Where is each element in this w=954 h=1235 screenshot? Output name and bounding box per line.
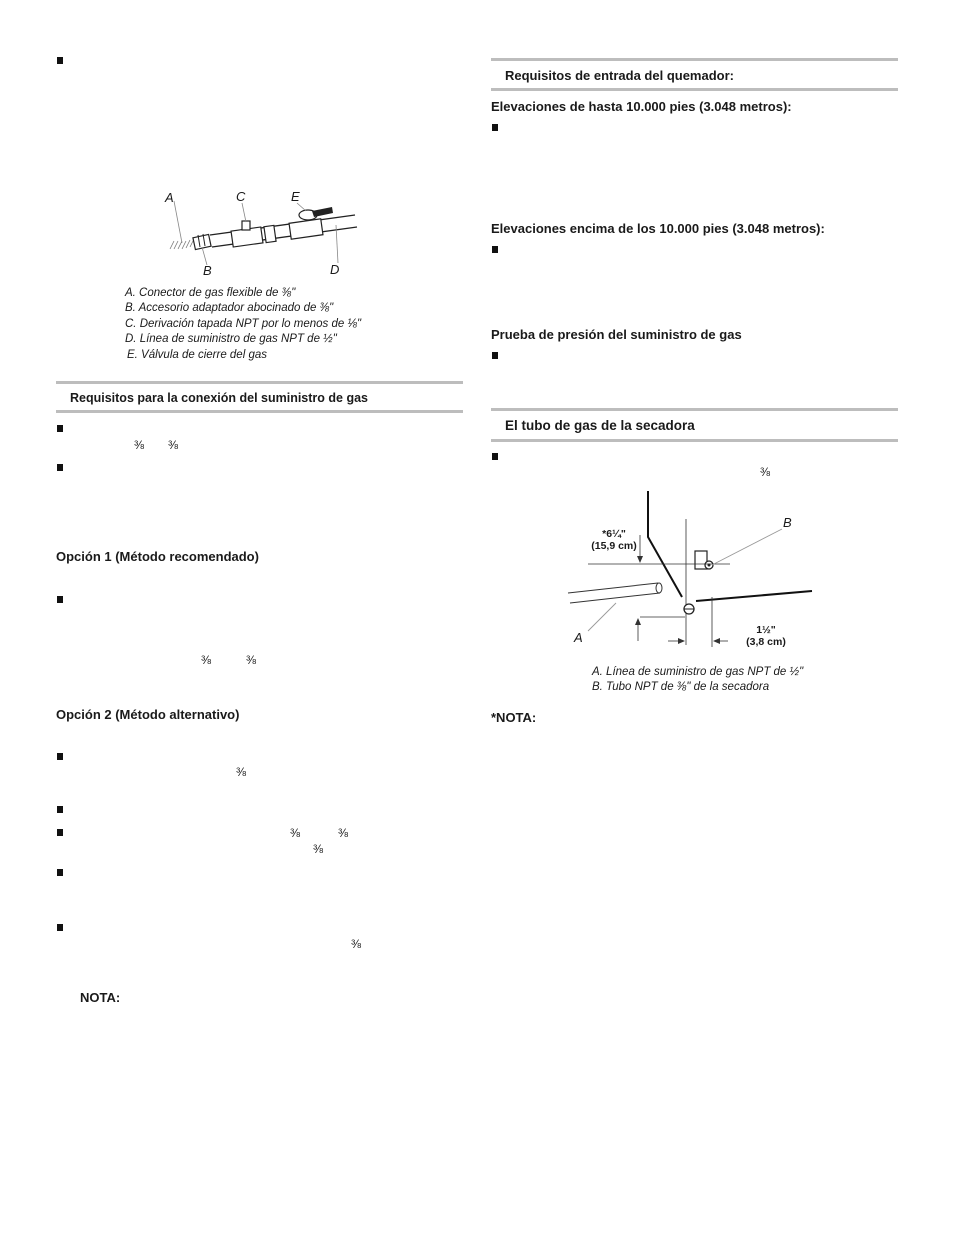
fig1-label-b: B [203, 263, 212, 278]
section-header-gas-connection [56, 381, 463, 413]
fig1-label-d: D [330, 262, 340, 277]
fig1-caption-a: A. Conector de gas flexible de ⅜" [125, 287, 296, 299]
elevation-low-heading: Elevaciones de hasta 10.000 pies (3.048 metros): [491, 99, 792, 114]
fraction: ⅜ [236, 765, 247, 779]
bullet [492, 352, 498, 359]
option2-heading: Opción 2 (Método alternativo) [56, 707, 240, 722]
fraction: ⅜ [290, 826, 301, 840]
bullet [492, 246, 498, 253]
fig2-caption-a: A. Línea de suministro de gas NPT de ½" [592, 666, 804, 678]
bullet [57, 464, 63, 471]
fig2-caption-b: B. Tubo NPT de ⅜" de la secadora [592, 681, 770, 693]
bullet [57, 806, 63, 813]
bullet [57, 829, 63, 836]
fig1-caption-b: B. Accesorio adaptador abocinado de ⅜" [125, 302, 334, 314]
fraction: ⅜ [201, 653, 212, 667]
fig2-label-b: B [783, 515, 792, 530]
fraction: ⅜ [338, 826, 349, 840]
bullet [57, 596, 63, 603]
section-header-burner [491, 58, 898, 91]
bullet [492, 453, 498, 460]
nota-label: *NOTA: [491, 710, 537, 725]
fraction: ⅜ [313, 842, 324, 856]
fraction: ⅜ [760, 465, 771, 479]
dimension-offset: 1½" (3,8 cm) [746, 624, 786, 648]
section-header-dryer-pipe [491, 408, 898, 442]
bullet [57, 869, 63, 876]
bullet [57, 425, 63, 432]
fraction: ⅜ [351, 937, 362, 951]
fraction: ⅜ [168, 438, 179, 452]
bullet [57, 57, 63, 64]
fig1-label-c: C [236, 189, 246, 204]
nota-label: NOTA: [80, 990, 121, 1005]
section-title: Requisitos de entrada del quemador: [505, 68, 734, 83]
option1-heading: Opción 1 (Método recomendado) [56, 549, 259, 564]
pressure-test-heading: Prueba de presión del suministro de gas [491, 327, 742, 342]
fig2-label-a: A [574, 630, 583, 645]
fig1-caption-c: C. Derivación tapada NPT por lo menos de ⅛" [125, 318, 362, 330]
section-title: Requisitos para la conexión del suministro de gas [70, 391, 368, 405]
dimension-height: *6¼" (15,9 cm) [591, 528, 637, 552]
elevation-high-heading: Elevaciones encima de los 10.000 pies (3.048 metros): [491, 221, 825, 236]
fraction: ⅜ [134, 438, 145, 452]
fig1-caption-d: D. Línea de suministro de gas NPT de ½" [125, 333, 337, 345]
section-title: El tubo de gas de la secadora [505, 418, 695, 433]
bullet [492, 124, 498, 131]
fig1-label-a: A [165, 190, 174, 205]
fig1-caption-e: E. Válvula de cierre del gas [127, 349, 267, 361]
bullet [57, 753, 63, 760]
bullet [57, 924, 63, 931]
fraction: ⅜ [246, 653, 257, 667]
fig1-label-e: E [291, 189, 300, 204]
